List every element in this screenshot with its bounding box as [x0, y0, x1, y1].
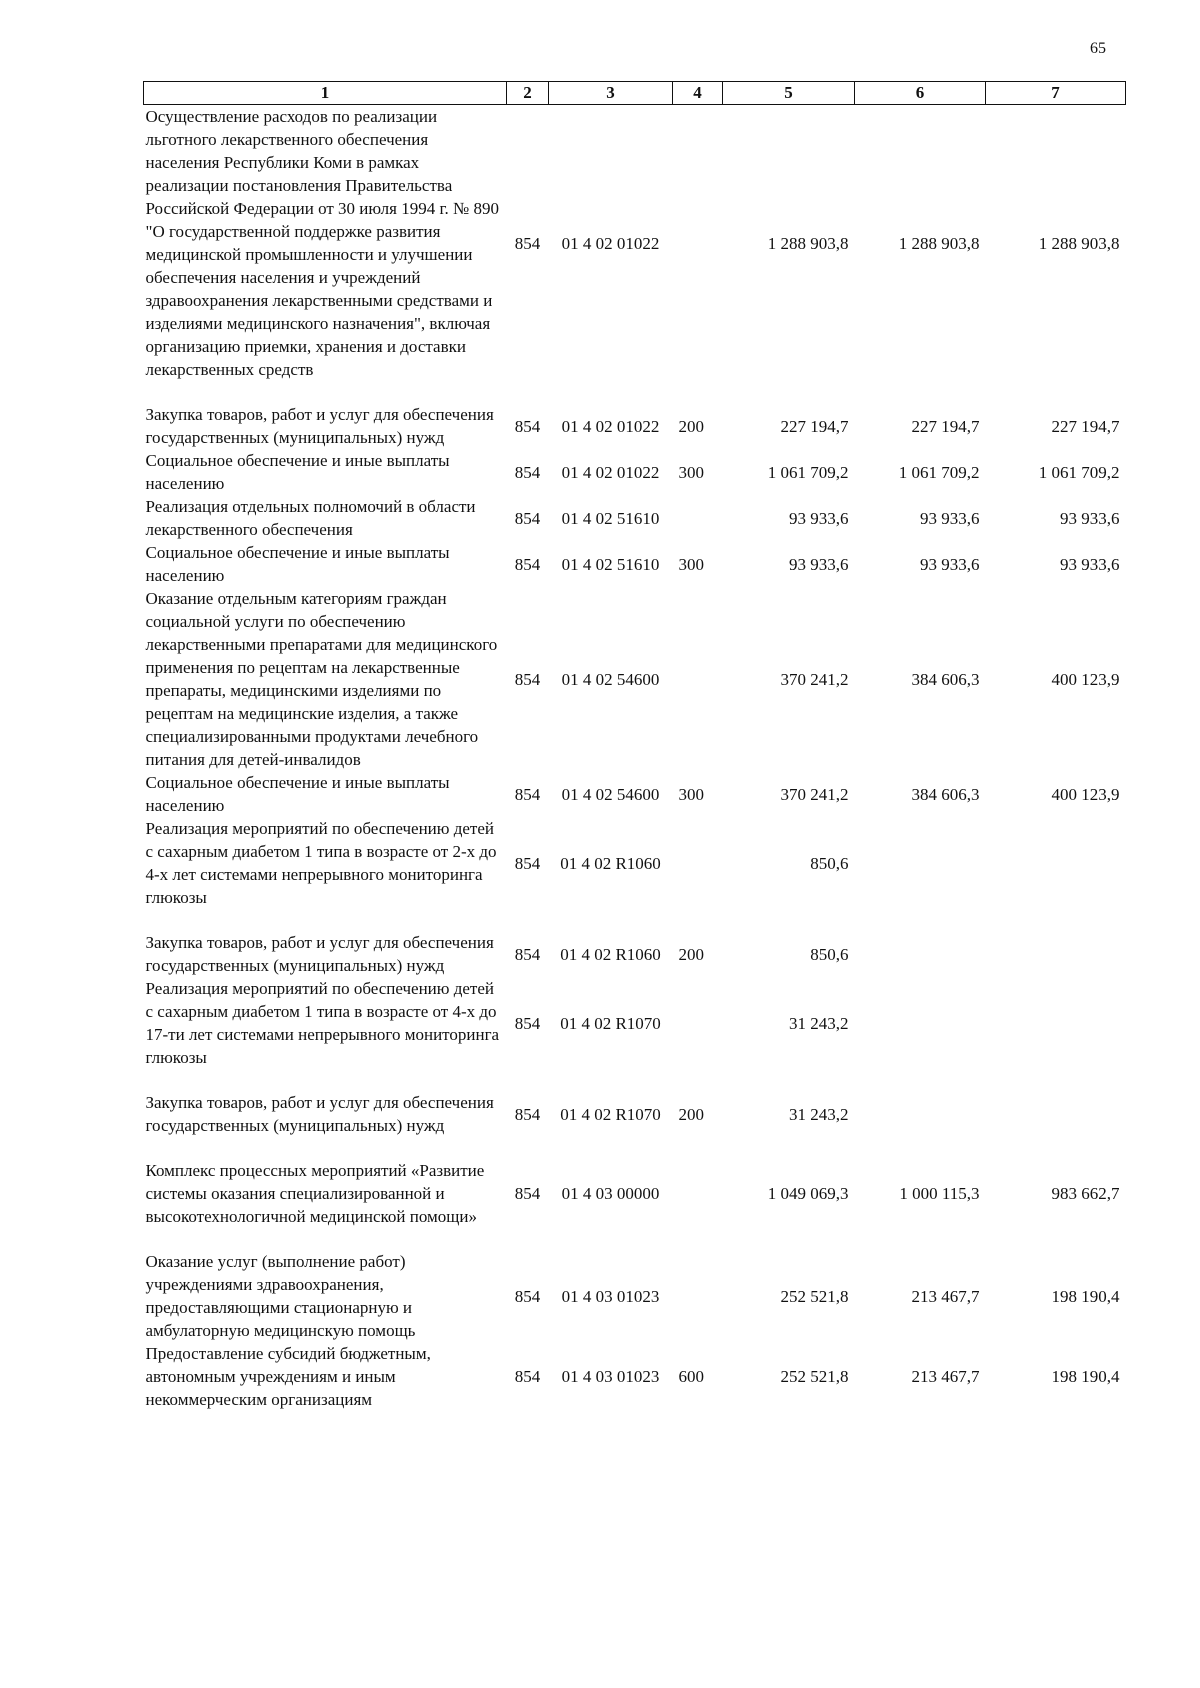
header-col-5: 5: [723, 82, 855, 105]
table-row: [144, 771, 1126, 817]
table-row: [144, 1159, 1126, 1228]
row-vr-cell: 300: [678, 784, 704, 804]
row-grbs-cell: 854: [514, 1013, 541, 1033]
row-name-cell: Комплекс процессных мероприятий «Развитие системы оказания специализированной и высокотехнологичной медицинской помощи»: [145, 1161, 485, 1226]
row-value-col5: 93 933,6: [789, 554, 849, 574]
table-row: [144, 541, 1126, 587]
row-value-col7: 1 288 903,8: [1038, 233, 1120, 253]
header-row: [144, 82, 1126, 105]
row-value-col5: 370 241,2: [780, 669, 849, 689]
row-value-col5: 252 521,8: [780, 1367, 849, 1386]
row-code-cell: 01 4 02 R1070: [560, 1013, 661, 1033]
row-value-col6: 1 000 115,3: [899, 1184, 980, 1203]
row-name-cell: Осуществление расходов по реализации льготного лекарственного обеспечения населения Республики Коми в рамках реализации постановления Правительства Российской Федерации от 30 июля 1994 г. № 890 "О государственной поддержке развития медицинской промышленности и улучшении обеспечения населения и учреждений здравоохранения лекарственными средствами и изделиями медицинского назначения", включая организацию приемки, хранения и доставки лекарственных средств: [145, 107, 499, 379]
row-value-col7: 983 662,7: [1051, 1184, 1120, 1203]
row-grbs-cell: 854: [514, 554, 541, 574]
row-vr-cell: [673, 1159, 723, 1228]
header-col-6: 6: [855, 82, 986, 105]
row-value-col6: 93 933,6: [920, 554, 980, 574]
row-name-cell: Закупка товаров, работ и услуг для обеспечения государственных (муниципальных) нужд: [145, 405, 494, 447]
row-value-col6: 227 194,7: [911, 416, 980, 436]
table-row: [144, 403, 1126, 449]
table-row: [144, 817, 1126, 909]
table-row: [144, 977, 1126, 1069]
table-row: [144, 1342, 1126, 1411]
row-grbs-cell: 854: [514, 1367, 541, 1386]
row-grbs-cell: 854: [514, 669, 541, 689]
row-name-cell: Реализация мероприятий по обеспечению детей с сахарным диабетом 1 типа в возрасте от 2-х до 4-х лет системами непрерывного мониторинга глюкозы: [145, 819, 497, 907]
page-number: 65: [1090, 40, 1106, 57]
row-value-col6: 93 933,6: [920, 508, 980, 528]
header-col-4: 4: [673, 82, 723, 105]
row-value-col7: [986, 931, 1126, 977]
row-value-col6: [855, 931, 986, 977]
row-value-col5: 1 049 069,3: [767, 1184, 849, 1203]
row-value-col5: 1 288 903,8: [767, 233, 849, 253]
row-value-col5: 227 194,7: [780, 416, 849, 436]
table-row: [144, 931, 1126, 977]
row-vr-cell: [673, 495, 723, 541]
row-value-col7: 400 123,9: [1051, 784, 1120, 804]
row-grbs-cell: 854: [514, 1104, 541, 1124]
row-vr-cell: [673, 977, 723, 1069]
row-grbs-cell: 854: [514, 1286, 541, 1306]
table-row: [144, 1250, 1126, 1342]
row-vr-cell: [673, 105, 723, 382]
row-name-cell: Закупка товаров, работ и услуг для обеспечения государственных (муниципальных) нужд: [145, 1093, 494, 1135]
row-name-cell: Оказание отдельным категориям граждан социальной услуги по обеспечению лекарственными препаратами для медицинского применения по рецептам на лекарственные препараты, медицинскими изделиями по рецептам на медицинские изделия, а также специализированными продуктами лечебного питания для детей-инвалидов: [145, 589, 498, 769]
row-name-cell: Закупка товаров, работ и услуг для обеспечения государственных (муниципальных) нужд: [145, 933, 494, 975]
table-row: [144, 587, 1126, 771]
row-value-col7: 227 194,7: [1051, 416, 1120, 436]
row-code-cell: 01 4 02 51610: [561, 508, 660, 528]
row-code-cell: 01 4 03 01023: [561, 1286, 660, 1306]
row-name-cell: Социальное обеспечение и иные выплаты населению: [145, 773, 450, 815]
row-code-cell: 01 4 02 54600: [561, 669, 660, 689]
table-row: [144, 495, 1126, 541]
row-vr-cell: 200: [678, 416, 704, 436]
row-value-col5: 31 243,2: [789, 1104, 849, 1124]
row-grbs-cell: 854: [514, 233, 541, 253]
row-code-cell: 01 4 02 01022: [561, 462, 660, 482]
row-value-col5: 93 933,6: [789, 508, 849, 528]
row-code-cell: 01 4 02 R1070: [560, 1104, 661, 1124]
row-value-col7: [986, 1091, 1126, 1137]
row-grbs-cell: 854: [514, 1184, 541, 1203]
row-vr-cell: 300: [678, 462, 704, 482]
row-grbs-cell: 854: [514, 462, 541, 482]
row-value-col7: 1 061 709,2: [1038, 462, 1120, 482]
header-col-1: 1: [144, 82, 507, 105]
row-spacer: [144, 1069, 1126, 1091]
table-row: [144, 105, 1126, 382]
row-value-col6: [855, 1091, 986, 1137]
row-code-cell: 01 4 02 01022: [561, 233, 660, 253]
row-value-col7: 198 190,4: [1051, 1286, 1120, 1306]
row-spacer: [144, 909, 1126, 931]
row-value-col5: 252 521,8: [780, 1286, 849, 1306]
row-value-col7: 198 190,4: [1051, 1367, 1120, 1386]
row-value-col7: 93 933,6: [1060, 508, 1120, 528]
row-spacer: [144, 1228, 1126, 1250]
row-value-col6: 384 606,3: [911, 669, 980, 689]
row-grbs-cell: 854: [514, 944, 541, 964]
row-vr-cell: [673, 817, 723, 909]
budget-table: [143, 81, 1126, 1411]
table-row: [144, 449, 1126, 495]
row-code-cell: 01 4 02 01022: [561, 416, 660, 436]
row-value-col5: 850,6: [810, 944, 849, 964]
row-grbs-cell: 854: [514, 784, 541, 804]
row-name-cell: Социальное обеспечение и иные выплаты населению: [145, 451, 450, 493]
row-grbs-cell: 854: [514, 416, 541, 436]
row-value-col6: [855, 817, 986, 909]
row-name-cell: Предоставление субсидий бюджетным, автономным учреждениям и иным некоммерческим организациям: [145, 1344, 431, 1409]
row-grbs-cell: 854: [514, 853, 541, 873]
row-value-col7: [986, 977, 1126, 1069]
row-vr-cell: 200: [678, 944, 704, 964]
row-code-cell: 01 4 02 54600: [561, 784, 660, 804]
row-value-col5: 370 241,2: [780, 784, 849, 804]
row-vr-cell: [673, 1250, 723, 1342]
row-vr-cell: 200: [678, 1104, 704, 1124]
row-vr-cell: 600: [678, 1367, 704, 1386]
row-name-cell: Реализация мероприятий по обеспечению детей с сахарным диабетом 1 типа в возрасте от 4-х до 17-ти лет системами непрерывного мониторинга глюкозы: [145, 979, 500, 1067]
row-value-col7: 400 123,9: [1051, 669, 1120, 689]
row-value-col5: 850,6: [810, 853, 849, 873]
row-spacer: [144, 381, 1126, 403]
table-row: [144, 1091, 1126, 1137]
row-value-col7: 93 933,6: [1060, 554, 1120, 574]
header-col-3: 3: [549, 82, 673, 105]
row-name-cell: Реализация отдельных полномочий в области лекарственного обеспечения: [145, 497, 476, 539]
row-value-col6: 213 467,7: [911, 1286, 980, 1306]
row-value-col6: 213 467,7: [911, 1367, 980, 1386]
row-value-col5: 1 061 709,2: [767, 462, 849, 482]
row-value-col5: 31 243,2: [789, 1013, 849, 1033]
row-value-col6: [855, 977, 986, 1069]
row-vr-cell: [673, 587, 723, 771]
row-vr-cell: 300: [678, 554, 704, 574]
row-value-col6: 1 288 903,8: [898, 233, 980, 253]
row-code-cell: 01 4 02 R1060: [560, 944, 661, 964]
row-value-col6: 1 061 709,2: [898, 462, 980, 482]
row-name-cell: Социальное обеспечение и иные выплаты населению: [145, 543, 450, 585]
row-code-cell: 01 4 02 R1060: [560, 853, 661, 873]
row-value-col6: 384 606,3: [911, 784, 980, 804]
row-code-cell: 01 4 03 00000: [561, 1184, 660, 1203]
row-value-col7: [986, 817, 1126, 909]
row-grbs-cell: 854: [514, 508, 541, 528]
row-code-cell: 01 4 03 01023: [561, 1367, 660, 1386]
header-col-2: 2: [507, 82, 549, 105]
row-name-cell: Оказание услуг (выполнение работ) учреждениями здравоохранения, предоставляющими стационарную и амбулаторную медицинскую помощь: [145, 1252, 416, 1340]
row-code-cell: 01 4 02 51610: [561, 554, 660, 574]
header-col-7: 7: [986, 82, 1126, 105]
row-spacer: [144, 1137, 1126, 1159]
